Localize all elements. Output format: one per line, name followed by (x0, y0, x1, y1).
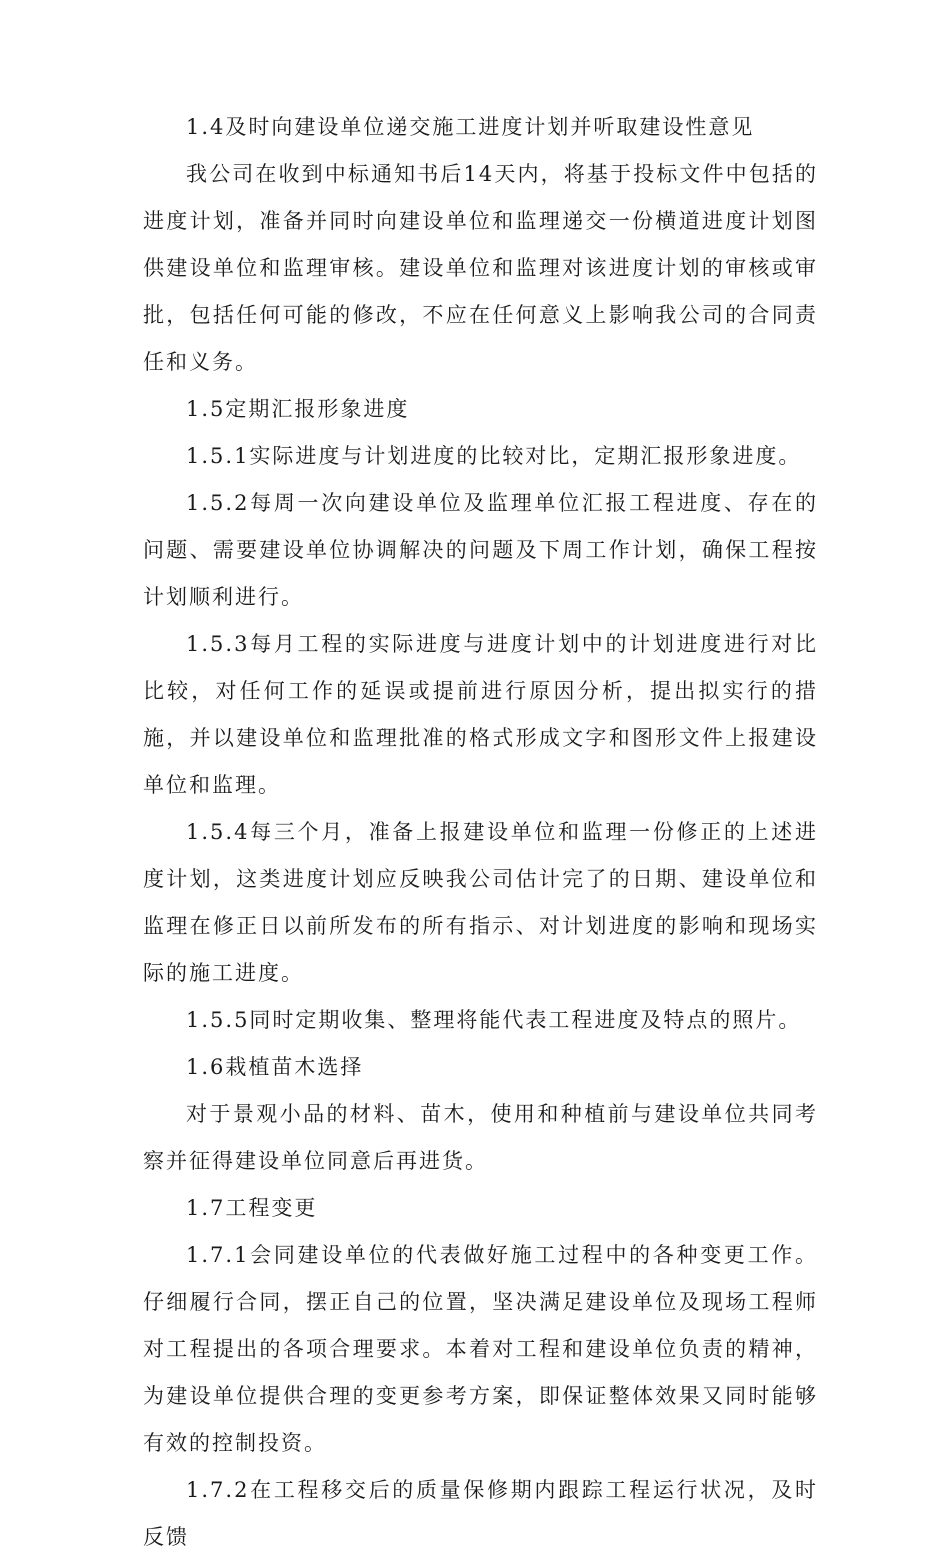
body-paragraph-seedling-selection: 对于景观小品的材料、苗木，使用和种植前与建设单位共同考察并征得建设单位同意后再进货。 (143, 1102, 818, 1173)
item-1-5-4: 1.5.4每三个月，准备上报建设单位和监理一份修正的上述进度计划，这类进度计划应反映我公司估计完了的日期、建设单位和监理在修正日以前所发布的所有指示、对计划进度的影响和现场实际的施工进度。 (143, 820, 818, 985)
body-paragraph-schedule-submission: 我公司在收到中标通知书后14天内，将基于投标文件中包括的进度计划，准备并同时向建设单位和监理递交一份横道进度计划图供建设单位和监理审核。建设单位和监理对该进度计划的审核或审批，包括任何可能的修改，不应在任何意义上影响我公司的合同责任和义务。 (143, 162, 818, 374)
item-1-7-1: 1.7.1会同建设单位的代表做好施工过程中的各种变更工作。仔细履行合同，摆正自己的位置，坚决满足建设单位及现场工程师对工程提出的各项合理要求。本着对工程和建设单位负责的精神，为建设单位提供合理的变更参考方案，即保证整体效果又同时能够有效的控制投资。 (143, 1243, 818, 1455)
heading-1-7: 1.7工程变更 (186, 1196, 318, 1220)
item-1-5-5: 1.5.5同时定期收集、整理将能代表工程进度及特点的照片。 (186, 1008, 802, 1032)
item-1-5-2: 1.5.2每周一次向建设单位及监理单位汇报工程进度、存在的问题、需要建设单位协调解决的问题及下周工作计划，确保工程按计划顺利进行。 (143, 491, 818, 609)
heading-1-5: 1.5定期汇报形象进度 (186, 397, 410, 421)
heading-1-6: 1.6栽植苗木选择 (186, 1055, 364, 1079)
heading-1-4: 1.4及时向建设单位递交施工进度计划并听取建设性意见 (186, 115, 755, 139)
item-1-7-2: 1.7.2在工程移交后的质量保修期内跟踪工程运行状况，及时反馈 (143, 1478, 818, 1549)
item-1-5-1: 1.5.1实际进度与计划进度的比较对比，定期汇报形象进度。 (186, 444, 802, 468)
item-1-5-3: 1.5.3每月工程的实际进度与进度计划中的计划进度进行对比比较，对任何工作的延误或提前进行原因分析，提出拟实行的措施，并以建设单位和监理批准的格式形成文字和图形文件上报建设单位和监理。 (143, 632, 818, 797)
